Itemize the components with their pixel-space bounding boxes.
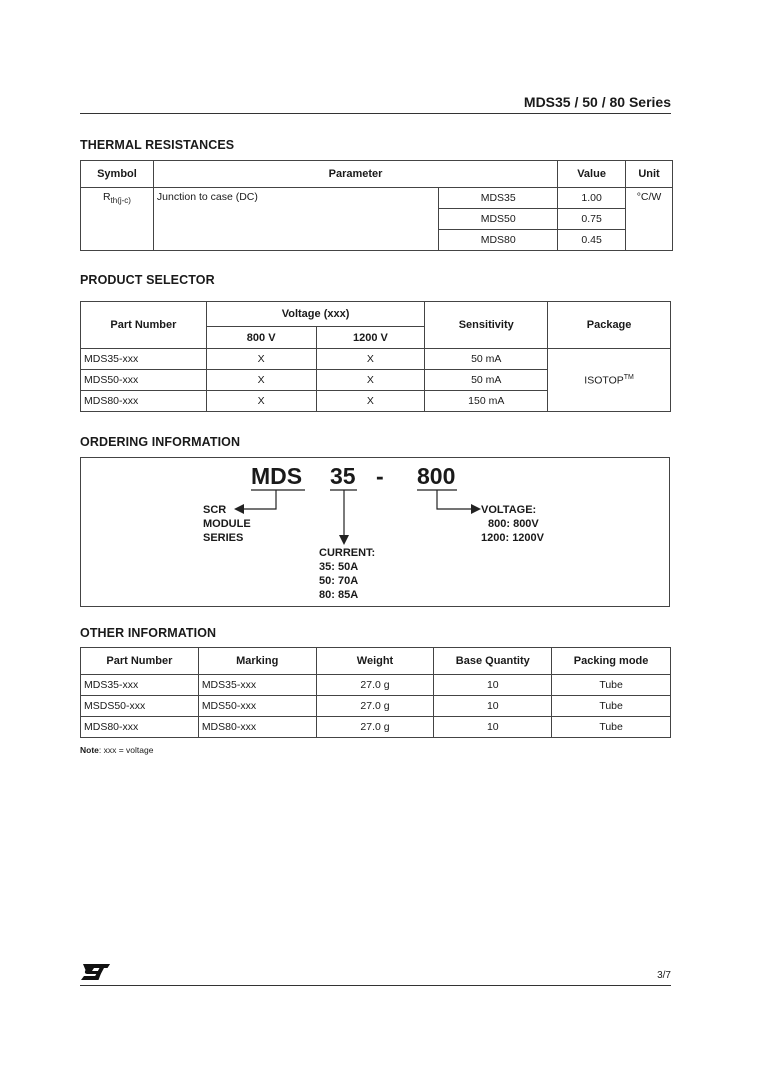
thermal-symbol-subscript: th(j-c) [110, 196, 131, 206]
ordering-scr-line: MODULE [203, 518, 251, 530]
thermal-symbol: R [102, 191, 111, 203]
selector-package-trademark: TM [623, 373, 634, 381]
note [80, 745, 153, 755]
page-number: 3/7 [657, 970, 671, 981]
other-header-base-quantity: Base Quantity [434, 648, 552, 675]
note-label: Note [80, 745, 99, 755]
other-part: MDS80-xxx [81, 717, 199, 738]
other-header-weight: Weight [316, 648, 434, 675]
selector-part: MDS50-xxx [81, 370, 207, 391]
selector-header-package: Package [548, 302, 671, 349]
thermal-value: 0.75 [558, 209, 626, 230]
selector-header-1200v: 1200 V [316, 327, 425, 349]
other-header-part: Part Number [81, 648, 199, 675]
selector-1200v: X [316, 391, 425, 412]
thermal-device: MDS35 [439, 188, 558, 209]
thermal-value: 1.00 [558, 188, 626, 209]
other-header-packing: Packing mode [552, 648, 671, 675]
ordering-scr-line: SCR [203, 504, 227, 516]
other-marking: MDS80-xxx [198, 717, 316, 738]
thermal-parameter: Junction to case (DC) [153, 188, 438, 251]
selector-sensitivity: 50 mA [425, 370, 548, 391]
selector-1200v: X [316, 349, 425, 370]
selector-part: MDS80-xxx [81, 391, 207, 412]
other-weight: 27.0 g [316, 717, 434, 738]
ordering-current-line: CURRENT: [319, 547, 376, 559]
selector-package: ISOTOP [584, 374, 624, 387]
selector-part: MDS35-xxx [81, 349, 207, 370]
selector-800v: X [206, 370, 316, 391]
selector-header-voltage: Voltage (xxx) [206, 302, 425, 327]
thermal-section-title: THERMAL RESISTANCES [80, 138, 235, 152]
other-table [80, 647, 671, 738]
thermal-header-parameter: Parameter [153, 161, 557, 188]
ordering-current-line: 80: 85A [319, 589, 359, 601]
ordering-voltage-line: VOLTAGE: [481, 504, 537, 516]
ordering-current-line: 50: 70A [319, 575, 359, 587]
selector-section-title: PRODUCT SELECTOR [80, 273, 215, 287]
ordering-voltage-line: 1200: 1200V [481, 532, 544, 544]
selector-header-sensitivity: Sensitivity [425, 302, 548, 349]
thermal-header-unit: Unit [626, 161, 673, 188]
ordering-scr-line: SERIES [203, 532, 244, 544]
other-base-quantity: 10 [434, 696, 552, 717]
ordering-code-prefix: MDS [251, 463, 303, 489]
ordering-code-dash: - [376, 463, 384, 489]
other-part: MDS35-xxx [81, 675, 199, 696]
thermal-value: 0.45 [558, 230, 626, 251]
footer-rule [80, 985, 671, 986]
ordering-voltage-label [481, 503, 544, 545]
ordering-code-current: 35 [330, 463, 356, 489]
selector-header-part: Part Number [81, 302, 207, 349]
other-marking: MDS50-xxx [198, 696, 316, 717]
other-marking: MDS35-xxx [198, 675, 316, 696]
other-header-marking: Marking [198, 648, 316, 675]
ordering-scr-label [203, 503, 251, 545]
thermal-unit: °C/W [626, 188, 673, 251]
other-weight: 27.0 g [316, 675, 434, 696]
ordering-current-line: 35: 50A [319, 561, 359, 573]
other-base-quantity: 10 [434, 717, 552, 738]
note-text: : xxx = voltage [98, 745, 154, 755]
selector-800v: X [206, 349, 316, 370]
selector-800v: X [206, 391, 316, 412]
thermal-header-value: Value [558, 161, 626, 188]
thermal-device: MDS50 [439, 209, 558, 230]
ordering-current-label [319, 546, 375, 602]
ordering-code-voltage: 800 [417, 463, 456, 489]
ordering-voltage-line: 800: 800V [488, 518, 539, 530]
other-base-quantity: 10 [434, 675, 552, 696]
other-section-title: OTHER INFORMATION [80, 626, 217, 640]
ordering-section-title: ORDERING INFORMATION [80, 435, 241, 449]
other-packing: Tube [552, 717, 671, 738]
selector-sensitivity: 50 mA [425, 349, 548, 370]
selector-header-800v: 800 V [206, 327, 316, 349]
other-weight: 27.0 g [316, 696, 434, 717]
document-header-title: MDS35 / 50 / 80 Series [523, 94, 671, 110]
other-packing: Tube [552, 696, 671, 717]
thermal-header-symbol: Symbol [81, 161, 154, 188]
other-part: MSDS50-xxx [81, 696, 199, 717]
thermal-device: MDS80 [439, 230, 558, 251]
st-logo-icon [80, 962, 112, 982]
selector-1200v: X [316, 370, 425, 391]
other-packing: Tube [552, 675, 671, 696]
selector-sensitivity: 150 mA [425, 391, 548, 412]
